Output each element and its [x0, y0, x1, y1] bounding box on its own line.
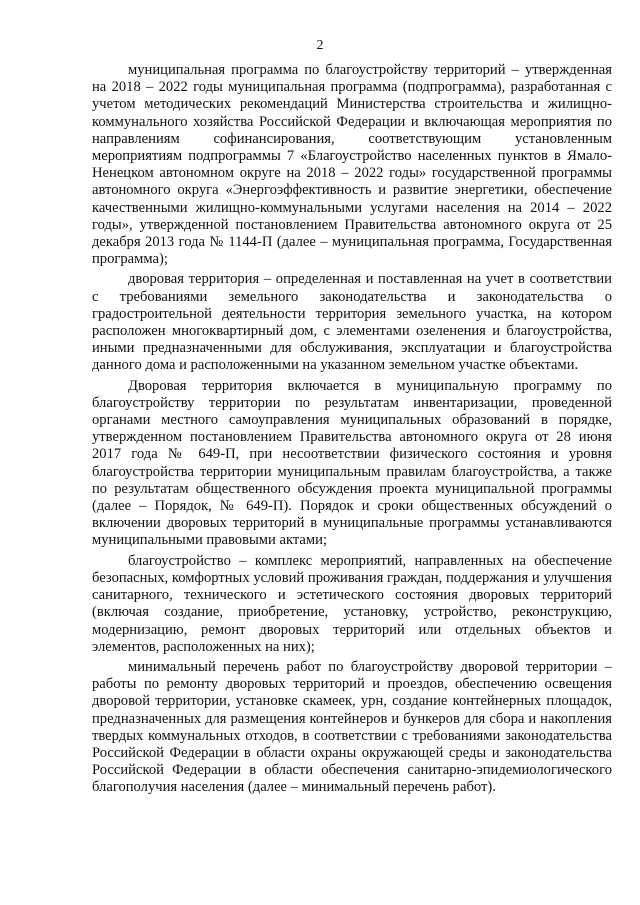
- page-number: 2: [316, 38, 324, 53]
- paragraph-minimal-works-list: минимальный перечень работ по благоустройству дворовой территории – работы по ремонту дворовых территорий и проездов, обеспечению освещения дворовой территории, установке скамеек, урн, создание контейнерных площадок, предназначенных для размещения контейнеров и бункеров для сбора и накопления твердых коммунальных отходов, в соответствии с требованиями законодательства Российской Федерации в области охраны окружающей среды и законодательства Российской Федерации в области обеспечения санитарно-эпидемиологического благополучия населения (далее – минимальный перечень работ).: [92, 658, 612, 796]
- paragraph-improvement-definition: благоустройство – комплекс мероприятий, направленных на обеспечение безопасных, комфортных условий проживания граждан, поддержания и улучшения санитарного, технического и эстетического состояния дворовых территорий (включая создание, приобретение, установку, устройство, реконструкцию, модернизацию, ремонт дворовых территорий или отдельных объектов и элементов, расположенных на них);: [92, 552, 612, 655]
- document-body: [92, 62, 612, 800]
- paragraph-yard-territory-inclusion: Дворовая территория включается в муниципальную программу по благоустройству территории по результатам инвентаризации, проведенной органами местного самоуправления муниципальных образований в порядке, утвержденном постановлением Правительства автономного округа от 28 июня 2017 года № 649-П, при несоответствии физического состояния и уровня благоустройства территории муниципальным правилам благоустройства, а также по результатам общественного обсуждения проекта муниципальной программы (далее – Порядок, № 649-П). Порядок и сроки общественных обсуждений о включении дворовых территорий в муниципальные программы устанавливаются муниципальными правовыми актами;: [92, 377, 612, 549]
- paragraph-municipal-program: муниципальная программа по благоустройству территорий – утвержденная на 2018 – 2022 годы муниципальная программа (подпрограмма), разработанная с учетом методических рекомендаций Министерства строительства и жилищно-коммунального хозяйства Российской Федерации и включающая мероприятия по направлениям софинансирования, соответствующим установленным мероприятиям подпрограммы 7 «Благоустройство населенных пунктов в Ямало-Ненецком автономном округе на 2018 – 2022 годы» государственной программы автономного округа «Энергоэффективность и развитие энергетики, обеспечение качественными жилищно-коммунальными услугами населения на 2014 – 2022 годы», утвержденной постановлением Правительства автономного округа от 25 декабря 2013 года № 1144-П (далее – муниципальная программа, Государственная программа);: [92, 62, 612, 268]
- paragraph-yard-territory-definition: дворовая территория – определенная и поставленная на учет в соответствии с требованиями земельного законодательства и законодательства о градостроительной деятельности территория земельного участка, на котором расположен многоквартирный дом, с элементами озеленения и благоустройства, иными предназначенными для обслуживания, эксплуатации и благоустройства данного дома и расположенными на указанном земельном участке объектами.: [92, 271, 612, 374]
